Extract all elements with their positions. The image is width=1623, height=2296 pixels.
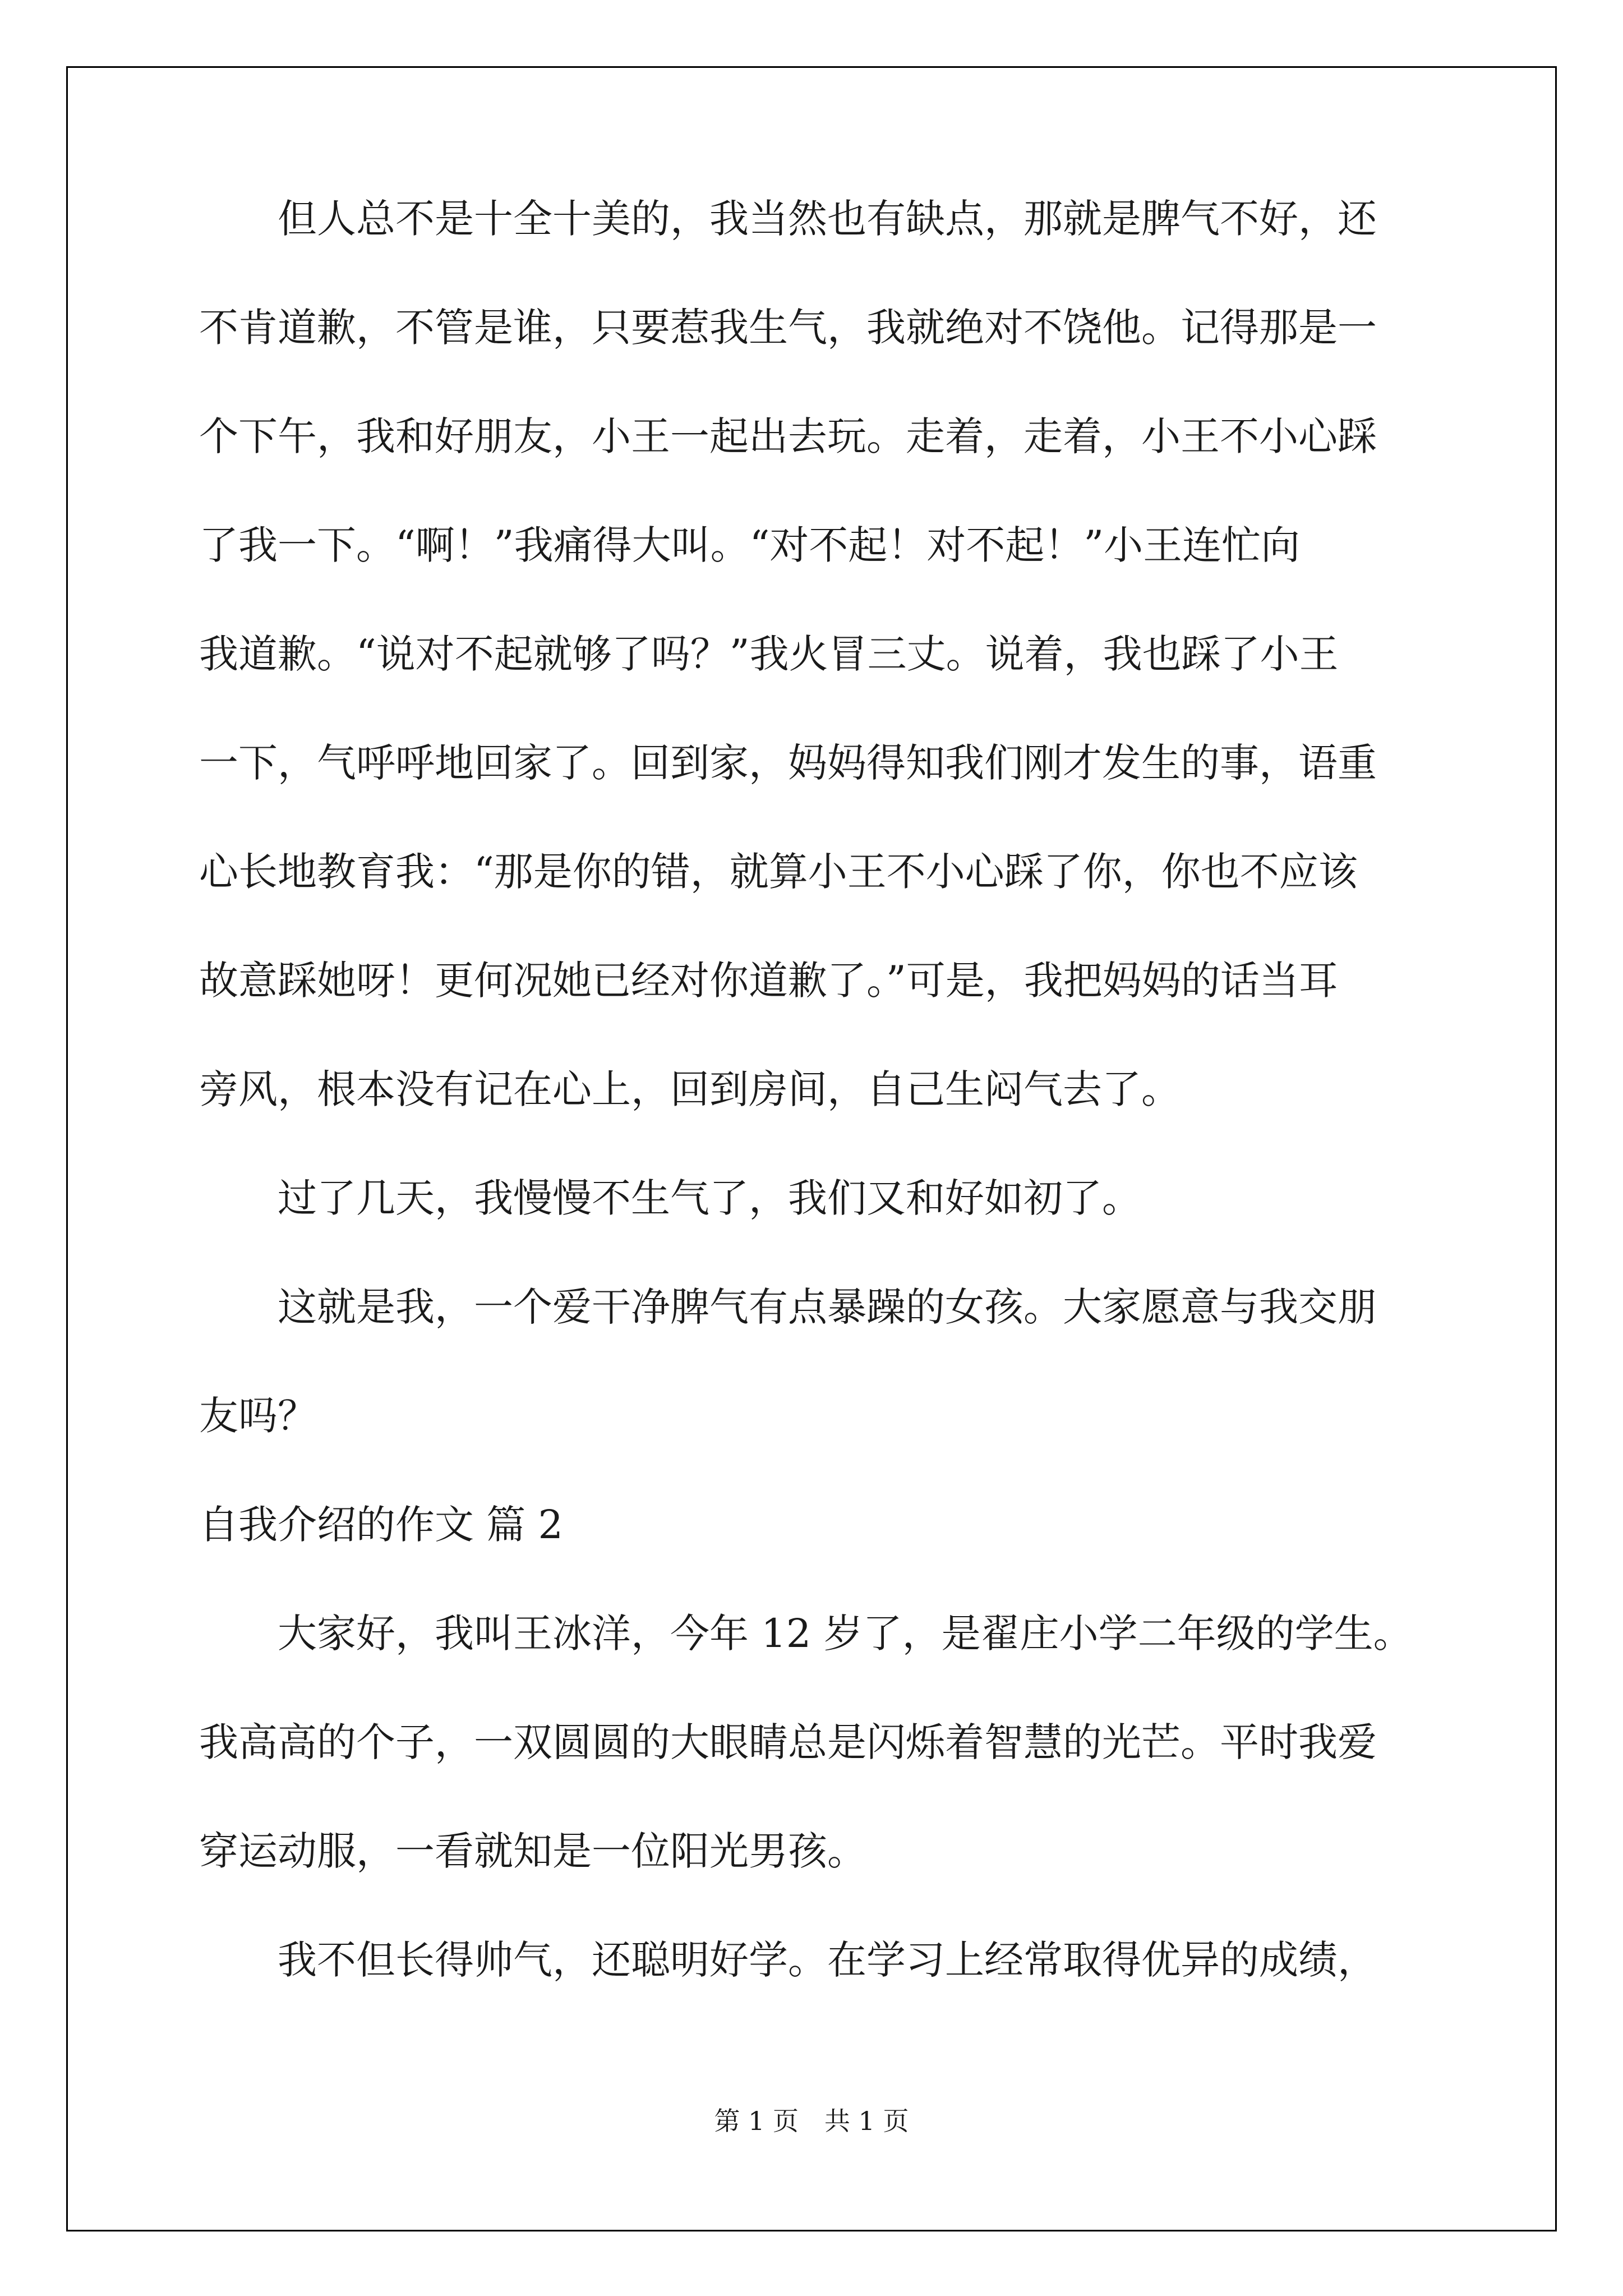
paragraph-line: 这就是我，一个爱干净脾气有点暴躁的女孩。大家愿意与我交朋 bbox=[278, 1284, 1377, 1330]
paragraph-line: 友吗？ bbox=[199, 1393, 317, 1439]
paragraph-line: 大家好，我叫王冰洋，今年 12 岁了，是翟庄小学二年级的学生。 bbox=[278, 1611, 1413, 1657]
paragraph-line: 我不但长得帅气，还聪明好学。在学习上经常取得优异的成绩， bbox=[278, 1937, 1377, 1983]
page-footer: 第 1 页 共 1 页 bbox=[714, 2106, 909, 2136]
paragraph-line: 我道歉。“说对不起就够了吗？”我火冒三丈。说着，我也踩了小王 bbox=[199, 631, 1339, 677]
document-body bbox=[199, 185, 1427, 2035]
paragraph-line: 穿运动服，一看就知是一位阳光男孩。 bbox=[199, 1828, 866, 1874]
paragraph-line: 但人总不是十全十美的，我当然也有缺点，那就是脾气不好，还 bbox=[278, 196, 1377, 242]
paragraph-line: 过了几天，我慢慢不生气了，我们又和好如初了。 bbox=[278, 1175, 1141, 1221]
paragraph-line: 不肯道歉，不管是谁，只要惹我生气，我就绝对不饶他。记得那是一 bbox=[199, 305, 1377, 351]
paragraph-line: 一下，气呼呼地回家了。回到家，妈妈得知我们刚才发生的事，语重 bbox=[199, 740, 1377, 786]
section-heading: 自我介绍的作文 篇 2 bbox=[199, 1502, 564, 1548]
paragraph-line: 心长地教育我：“那是你的错，就算小王不小心踩了你，你也不应该 bbox=[199, 849, 1358, 895]
paragraph-line: 旁风，根本没有记在心上，回到房间，自己生闷气去了。 bbox=[199, 1066, 1181, 1112]
paragraph-line: 了我一下。“啊！”我痛得大叫。“对不起！对不起！”小王连忙向 bbox=[199, 522, 1301, 568]
paragraph-line: 个下午，我和好朋友，小王一起出去玩。走着，走着，小王不小心踩 bbox=[199, 413, 1377, 459]
paragraph-line: 我高高的个子，一双圆圆的大眼睛总是闪烁着智慧的光芒。平时我爱 bbox=[199, 1719, 1377, 1765]
paragraph-line: 故意踩她呀！更何况她已经对你道歉了。”可是，我把妈妈的话当耳 bbox=[199, 958, 1338, 1004]
